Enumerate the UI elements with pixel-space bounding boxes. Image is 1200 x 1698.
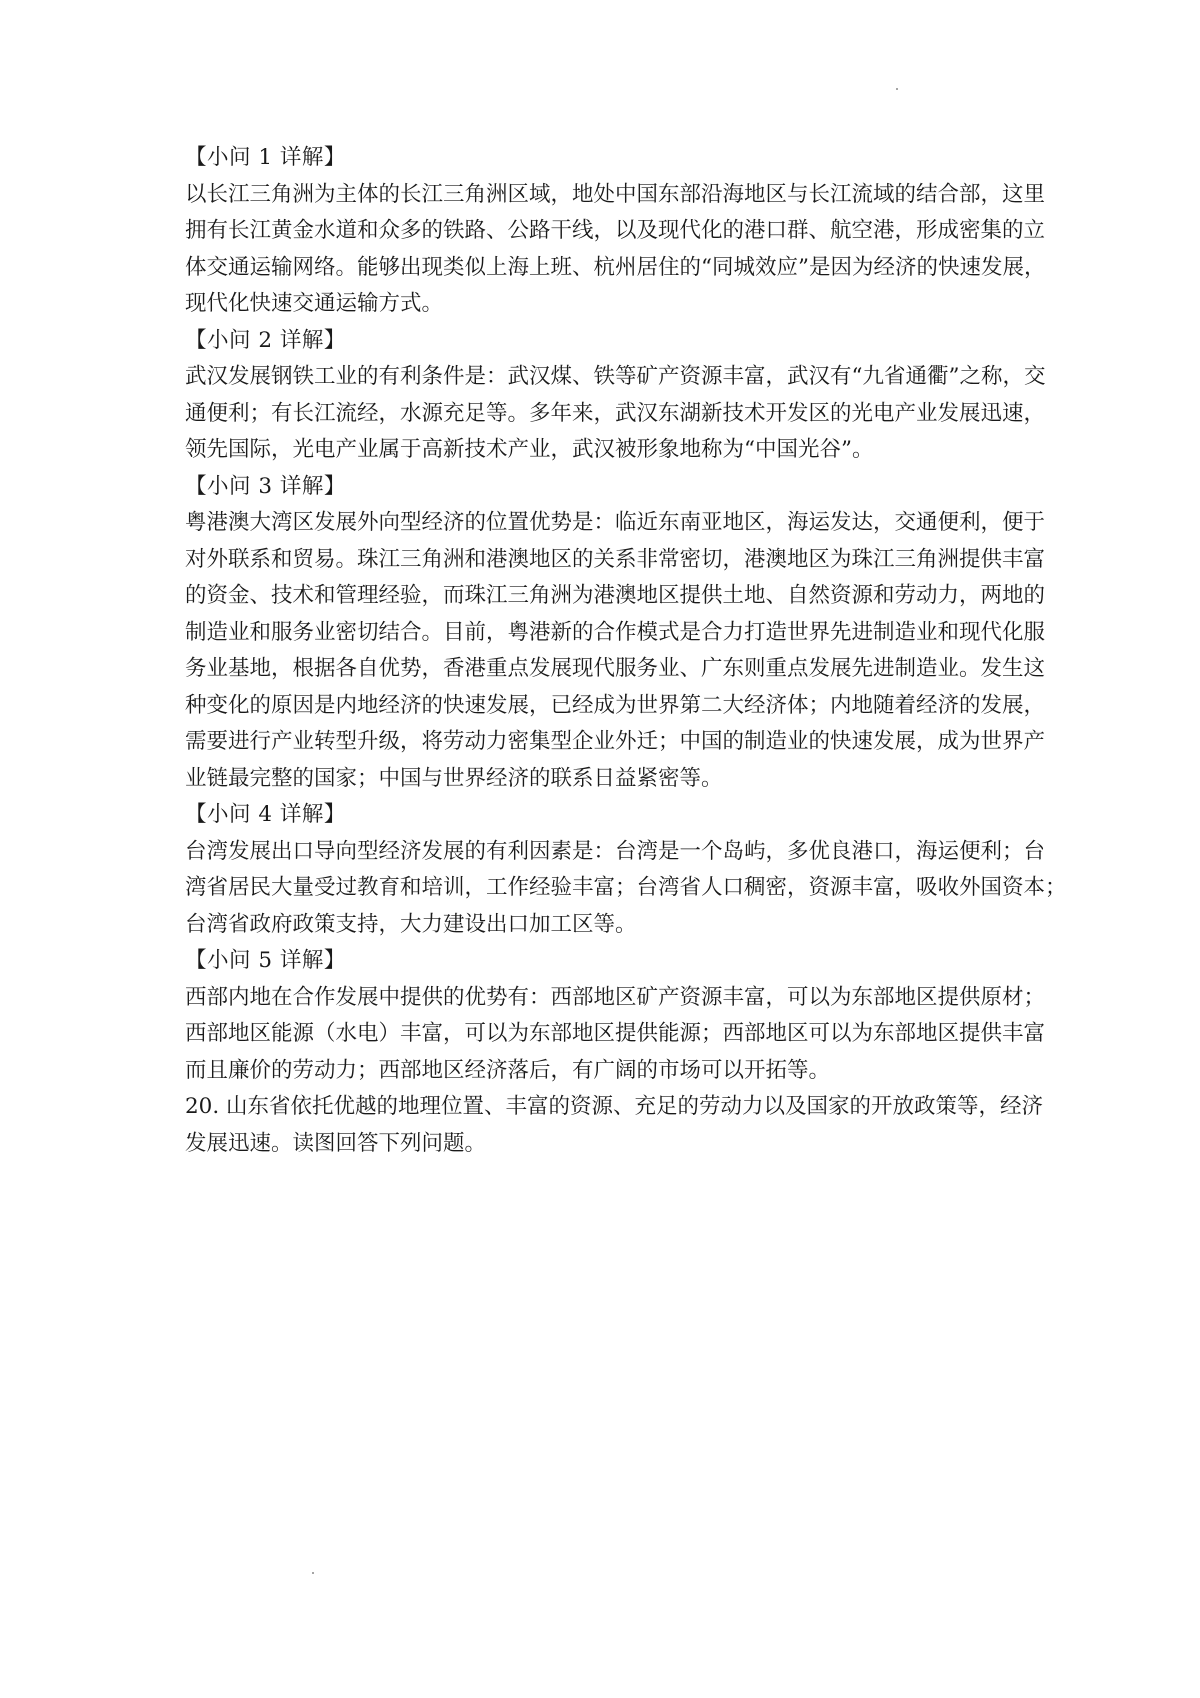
paragraph-line: 领先国际，光电产业属于高新技术产业，武汉被形象地称为“中国光谷”。 xyxy=(185,437,874,462)
section-heading: 【小问 1 详解】 xyxy=(185,145,346,170)
paragraph-line: 湾省居民大量受过教育和培训，工作经验丰富；台湾省人口稠密，资源丰富，吸收外国资本； xyxy=(185,875,1067,900)
section-1 xyxy=(185,140,1046,323)
paragraph-line: 体交通运输网络。能够出现类似上海上班、杭州居住的“同城效应”是因为经济的快速发展， xyxy=(185,254,1046,280)
question-line: 发展迅速。读图回答下列问题。 xyxy=(185,1130,487,1156)
paragraph-line: 对外联系和贸易。珠江三角洲和港澳地区的关系非常密切，港澳地区为珠江三角洲提供丰富 xyxy=(185,546,1046,572)
scan-speck-top xyxy=(896,88,898,90)
paragraph-line: 通便利；有长江流经，水源充足等。多年来，武汉东湖新技术开发区的光电产业发展迅速， xyxy=(185,400,1046,426)
section-3 xyxy=(185,469,1046,798)
paragraph-line: 武汉发展钢铁工业的有利条件是：武汉煤、铁等矿产资源丰富，武汉有“九省通衢”之称，交 xyxy=(185,364,1046,389)
paragraph-line: 粤港澳大湾区发展外向型经济的位置优势是：临近东南亚地区，海运发达，交通便利，便于 xyxy=(185,510,1046,535)
paragraph-line: 种变化的原因是内地经济的快速发展，已经成为世界第二大经济体；内地随着经济的发展， xyxy=(185,692,1046,718)
scan-speck-bottom xyxy=(312,1572,314,1574)
paragraph-line: 务业基地，根据各自优势，香港重点发展现代服务业、广东则重点发展先进制造业。发生这 xyxy=(185,656,1046,681)
paragraph-line: 业链最完整的国家；中国与世界经济的联系日益紧密等。 xyxy=(185,765,723,791)
paragraph-line: 需要进行产业转型升级，将劳动力密集型企业外迁；中国的制造业的快速发展，成为世界产 xyxy=(185,729,1046,754)
paragraph-line: 现代化快速交通运输方式。 xyxy=(185,291,444,316)
paragraph-line: 以长江三角洲为主体的长江三角洲区域，地处中国东部沿海地区与长江流域的结合部，这里 xyxy=(185,181,1046,207)
question-line: 20. 山东省依托优越的地理位置、丰富的资源、充足的劳动力以及国家的开放政策等，经济 xyxy=(185,1094,1044,1119)
paragraph-line: 西部内地在合作发展中提供的优势有：西部地区矿产资源丰富，可以为东部地区提供原材； xyxy=(185,984,1046,1010)
paragraph-line: 西部地区能源（水电）丰富，可以为东部地区提供能源；西部地区可以为东部地区提供丰富 xyxy=(185,1021,1046,1046)
section-5 xyxy=(185,943,1046,1089)
section-heading: 【小问 2 详解】 xyxy=(185,327,346,353)
section-heading: 【小问 4 详解】 xyxy=(185,802,346,827)
section-heading: 【小问 5 详解】 xyxy=(185,948,346,973)
paragraph-line: 制造业和服务业密切结合。目前，粤港新的合作模式是合力打造世界先进制造业和现代化服 xyxy=(185,619,1046,645)
section-heading: 【小问 3 详解】 xyxy=(185,473,346,499)
paragraph-line: 台湾省政府政策支持，大力建设出口加工区等。 xyxy=(185,911,637,937)
document-page xyxy=(185,140,1067,1162)
section-2 xyxy=(185,323,1046,469)
paragraph-line: 台湾发展出口导向型经济发展的有利因素是：台湾是一个岛屿，多优良港口，海运便利；台 xyxy=(185,838,1046,864)
section-4 xyxy=(185,797,1067,943)
paragraph-line: 的资金、技术和管理经验，而珠江三角洲为港澳地区提供土地、自然资源和劳动力，两地的 xyxy=(185,583,1046,608)
paragraph-line: 而且廉价的劳动力；西部地区经济落后，有广阔的市场可以开拓等。 xyxy=(185,1057,831,1083)
question-20 xyxy=(185,1089,1044,1162)
paragraph-line: 拥有长江黄金水道和众多的铁路、公路干线，以及现代化的港口群、航空港，形成密集的立 xyxy=(185,218,1046,243)
